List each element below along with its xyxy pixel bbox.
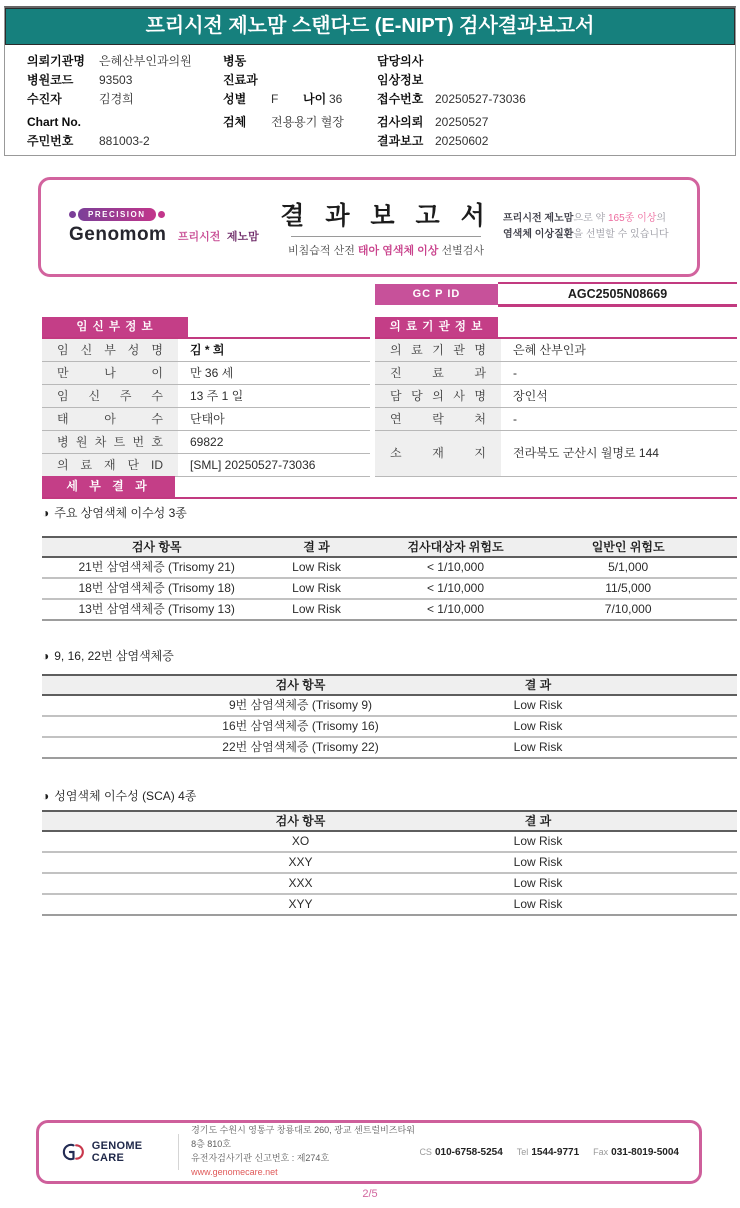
- test-item: 18번 삼염색체증 (Trisomy 18): [78, 581, 235, 595]
- field-label: 검사의뢰: [377, 115, 424, 129]
- info-row: [5, 89, 735, 108]
- contact-value: 031-8019-5004: [611, 1146, 679, 1158]
- registration-line: 유전자검사기관 신고번호 : 제274호: [191, 1153, 330, 1163]
- row-label: 연 락 처: [375, 408, 501, 430]
- field-value: 김경희: [99, 92, 134, 106]
- table-row: [375, 362, 737, 385]
- row-value: 김 * 희: [190, 343, 225, 357]
- field-value: 881003-2: [99, 133, 150, 148]
- table-row: [42, 696, 737, 717]
- logo-text: GENOME CARE: [91, 1140, 143, 1164]
- contact-label: Fax: [593, 1146, 609, 1157]
- genomom-logo: [69, 208, 269, 246]
- test-result: Low Risk: [513, 876, 563, 890]
- population-risk: 5/1,000: [608, 560, 649, 574]
- subject-risk: < 1/10,000: [426, 560, 485, 574]
- subsection-label: [42, 647, 174, 664]
- table-row: [42, 339, 370, 362]
- autosome-trisomy-table: [42, 536, 737, 621]
- field-label: Chart No.: [27, 114, 81, 129]
- website-link: www.genomecare.net: [191, 1166, 278, 1177]
- field-label: 주민번호: [27, 134, 74, 148]
- table-header-row: [42, 674, 737, 696]
- row-label: 진 료 과: [375, 362, 501, 384]
- table-row: [42, 874, 737, 895]
- table-header: [375, 317, 737, 339]
- row-value: 단태아: [190, 412, 225, 426]
- field-value: 20250527: [435, 114, 489, 129]
- table-row: [42, 895, 737, 916]
- table-row: [42, 454, 370, 477]
- contact-value: 1544-9771: [531, 1146, 580, 1158]
- field-label: 임상정보: [377, 73, 424, 87]
- row-value: 장인석: [513, 389, 548, 403]
- brand-kr: 제노맘: [226, 231, 259, 243]
- contact-label: Tel: [516, 1146, 529, 1157]
- footer-contacts: [419, 1147, 679, 1158]
- subtitle-highlight: 태아 염색체 이상: [357, 245, 439, 257]
- row-value: -: [513, 366, 517, 380]
- badge-dot-icon: [158, 211, 165, 218]
- table-header-row: [42, 810, 737, 832]
- sex-chromosome-table: [42, 810, 737, 916]
- table-row: [375, 431, 737, 477]
- banner-note: [503, 211, 675, 243]
- field-label: 결과보고: [377, 134, 424, 148]
- badge-dot-icon: [69, 211, 76, 218]
- patient-header-block: [4, 6, 736, 156]
- test-result: Low Risk: [292, 560, 341, 574]
- test-result: Low Risk: [513, 834, 563, 848]
- subsection-title: 주요 상염색체 이수성 3종: [54, 506, 187, 520]
- note-bold: 염색체 이상질환: [503, 229, 574, 240]
- divider: [291, 236, 481, 237]
- half-circle-bullet-icon: ◑: [42, 649, 50, 663]
- column-header: 결 과: [524, 678, 552, 692]
- row-value: [SML] 20250527-73036: [190, 458, 316, 472]
- field-label: 검체: [223, 115, 247, 129]
- info-row: [5, 131, 735, 150]
- row-label: 담 당 의 사 명: [375, 385, 501, 407]
- badge-label: PRECISION: [78, 208, 156, 221]
- row-value: 13 주 1 일: [190, 389, 244, 403]
- table-title: 의 료 기 관 정 보: [375, 317, 498, 337]
- table-row: [42, 853, 737, 874]
- table-row: [375, 339, 737, 362]
- column-header: 검사대상자 위험도: [407, 540, 504, 554]
- contact-item: [593, 1147, 679, 1158]
- subsection-label: [42, 787, 196, 804]
- footer: [36, 1120, 702, 1184]
- field-value: 20250527-73036: [435, 91, 526, 106]
- brand-kr: 프리시전: [177, 231, 221, 243]
- column-header: 검사 항목: [275, 678, 326, 692]
- table-row: [42, 431, 370, 454]
- field-label: 담당의사: [377, 54, 424, 68]
- contact-item: [517, 1147, 579, 1158]
- info-row: [5, 112, 735, 131]
- table-row: [42, 717, 737, 738]
- test-result: Low Risk: [513, 698, 563, 712]
- footer-address: [191, 1124, 419, 1180]
- table-row: [42, 408, 370, 431]
- field-value: 20250602: [435, 133, 489, 148]
- info-row: [5, 70, 735, 89]
- result-report-banner: [38, 177, 700, 277]
- test-result: Low Risk: [292, 602, 341, 616]
- table-row: [375, 385, 737, 408]
- row-label: 병 원 차 트 번 호: [42, 431, 178, 453]
- field-value: 36: [329, 91, 343, 106]
- column-header: 결 과: [524, 814, 552, 828]
- half-circle-bullet-icon: ◑: [42, 789, 50, 803]
- test-result: Low Risk: [513, 897, 563, 911]
- subsection-title: 9, 16, 22번 삼염색체증: [54, 649, 174, 663]
- table-row: [42, 832, 737, 853]
- field-label: 병원코드: [27, 73, 74, 87]
- row-value: 은혜 산부인과: [513, 343, 586, 357]
- row-value: 만 36 세: [190, 366, 234, 380]
- row-label: 임 신 부 성 명: [42, 339, 178, 361]
- test-item: 21번 삼염색체증 (Trisomy 21): [78, 560, 235, 574]
- field-label: 의뢰기관명: [27, 54, 85, 68]
- contact-value: 010-6758-5254: [434, 1146, 503, 1158]
- brand-row: [69, 224, 269, 246]
- row-label: 의 료 재 단 ID: [42, 454, 178, 476]
- banner-title: 결 과 보 고 서: [280, 202, 492, 230]
- brand-name: Genomom: [69, 224, 167, 245]
- table-row: [42, 362, 370, 385]
- banner-title-block: [269, 196, 503, 258]
- table-title: 임 신 부 정 보: [42, 317, 188, 337]
- info-row: [5, 51, 735, 70]
- note-highlight: 165종 이상: [607, 213, 657, 224]
- note-text: 의: [656, 213, 667, 224]
- contact-item: [419, 1147, 502, 1158]
- test-item: XXY: [288, 855, 313, 869]
- subtitle-text: 비침습적 산전: [288, 245, 358, 257]
- row-label: 임 신 주 수: [42, 385, 178, 407]
- half-circle-bullet-icon: ◑: [42, 506, 50, 520]
- clinic-info-table: [375, 317, 737, 477]
- field-label: 병동: [223, 54, 247, 68]
- field-label: 접수번호: [377, 92, 424, 106]
- gcp-id-value: AGC2505N08669: [498, 282, 737, 307]
- detail-results-header: [42, 476, 737, 499]
- test-result: Low Risk: [513, 719, 563, 733]
- test-item: XXX: [288, 876, 313, 890]
- test-result: Low Risk: [513, 740, 563, 754]
- test-result: Low Risk: [513, 855, 563, 869]
- mother-info-table: [42, 317, 370, 477]
- field-value: 전용용기 혈장: [271, 115, 344, 129]
- banner-subtitle: [269, 242, 503, 258]
- row-value: 전라북도 군산시 월명로 144: [513, 446, 659, 460]
- table-row: [42, 738, 737, 759]
- precision-badge: [69, 208, 269, 221]
- row-label: 의 료 기 관 명: [375, 339, 501, 361]
- test-item: 13번 삼염색체증 (Trisomy 13): [78, 602, 235, 616]
- test-item: 22번 삼염색체증 (Trisomy 22): [222, 740, 379, 754]
- gcp-id-label: GC P ID: [375, 284, 498, 305]
- table-row: [42, 385, 370, 408]
- test-item: 9번 삼염색체증 (Trisomy 9): [228, 698, 373, 712]
- subtitle-text: 선별검사: [438, 245, 484, 257]
- table-header-row: [42, 536, 737, 558]
- field-label: 진료과: [223, 73, 258, 87]
- table-row: [42, 558, 737, 579]
- table-header: [42, 317, 370, 339]
- note-text: 을 선별할 수 있습니다: [573, 229, 669, 240]
- field-label: 나이: [303, 92, 327, 106]
- note-bold: 프리시전 제노맘: [503, 213, 574, 224]
- table-row: [375, 408, 737, 431]
- table-row: [42, 579, 737, 600]
- row-value: -: [513, 412, 517, 426]
- contact-label: CS: [419, 1146, 432, 1157]
- genome-care-logo: [61, 1140, 174, 1164]
- test-item: 16번 삼염색체증 (Trisomy 16): [222, 719, 379, 733]
- field-value: 은혜산부인과의원: [99, 54, 192, 68]
- field-value: F: [271, 91, 279, 106]
- column-header: 결 과: [303, 540, 330, 554]
- field-label: 수진자: [27, 92, 62, 106]
- test-item: XO: [291, 834, 310, 848]
- address-line: 경기도 수원시 영통구 창룡대로 260, 광교 센트럴비즈타워 8층 810호: [191, 1125, 415, 1150]
- population-risk: 7/10,000: [604, 602, 652, 616]
- column-header: 일반인 위험도: [591, 540, 665, 554]
- column-header: 검사 항목: [131, 540, 182, 554]
- other-trisomy-table: [42, 674, 737, 759]
- genome-care-mark-icon: [61, 1142, 88, 1162]
- row-label: 소 재 지: [375, 431, 501, 476]
- report-title: 프리시전 제노맘 스탠다드 (E-NIPT) 검사결과보고서: [5, 8, 735, 45]
- note-text: 으로 약: [573, 213, 608, 224]
- field-value: 93503: [99, 72, 133, 87]
- subject-risk: < 1/10,000: [426, 581, 485, 595]
- population-risk: 11/5,000: [605, 581, 652, 595]
- test-item: XYY: [288, 897, 313, 911]
- subject-risk: < 1/10,000: [426, 602, 485, 616]
- table-row: [42, 600, 737, 621]
- column-header: 검사 항목: [275, 814, 326, 828]
- row-value: 69822: [190, 435, 224, 449]
- divider: [178, 1134, 179, 1170]
- section-title: 세 부 결 과: [42, 476, 175, 497]
- test-result: Low Risk: [292, 581, 341, 595]
- field-label: 성별: [223, 92, 247, 106]
- subsection-label: [42, 504, 187, 521]
- subsection-title: 성염색체 이수성 (SCA) 4종: [54, 789, 197, 803]
- patient-info-grid: [5, 45, 735, 150]
- row-label: 태 아 수: [42, 408, 178, 430]
- row-label: 만 나 이: [42, 362, 178, 384]
- page-number: 2/5: [362, 1188, 378, 1200]
